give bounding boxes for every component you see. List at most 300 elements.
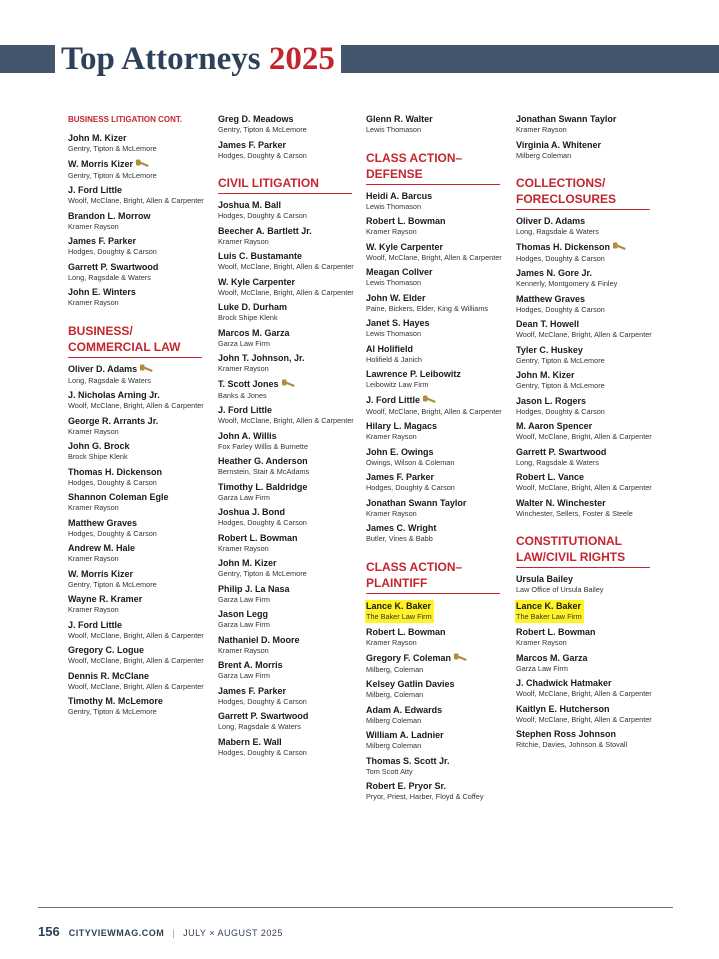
entry-body bbox=[68, 185, 208, 207]
law-firm: Gentry, Tipton & McLemore bbox=[516, 355, 605, 365]
law-firm: Ritchie, Davies, Johnson & Stovall bbox=[516, 740, 628, 749]
attorney-name-text: Brent A. Morris bbox=[218, 660, 283, 670]
attorney-entry bbox=[218, 584, 358, 606]
law-firm: Gentry, Tipton & McLemore bbox=[218, 569, 307, 578]
attorney-name-text: J. Chadwick Hatmaker bbox=[516, 678, 612, 688]
attorney-entry bbox=[218, 251, 358, 273]
law-firm: Milberg Coleman bbox=[366, 715, 422, 725]
entry-body bbox=[366, 267, 506, 289]
attorney-entry bbox=[516, 600, 656, 628]
attorney-name bbox=[68, 236, 208, 247]
attorney-entry bbox=[68, 594, 208, 616]
attorney-entry bbox=[218, 114, 358, 136]
attorney-name-text: Heather G. Anderson bbox=[218, 456, 308, 466]
law-firm: Hodges, Doughty & Carson bbox=[68, 528, 157, 538]
attorney-name bbox=[218, 584, 358, 595]
attorney-name bbox=[366, 369, 506, 380]
attorney-entry bbox=[68, 133, 208, 155]
attorney-name bbox=[366, 730, 506, 741]
column-1 bbox=[68, 114, 208, 722]
attorney-name bbox=[366, 395, 506, 407]
attorney-entry bbox=[516, 472, 656, 494]
attorney-name bbox=[516, 704, 656, 715]
attorney-entry bbox=[366, 756, 506, 778]
attorney-name bbox=[68, 467, 208, 478]
law-firm: Woolf, McClane, Bright, Allen & Carpenter bbox=[366, 252, 502, 262]
entry-body bbox=[516, 114, 656, 136]
law-firm: Long, Ragsdale & Waters bbox=[516, 457, 599, 467]
section-heading: BUSINESS LITIGATION CONT. bbox=[68, 115, 183, 124]
attorney-entry bbox=[218, 686, 358, 708]
attorney-entry bbox=[68, 543, 208, 565]
attorney-entry bbox=[68, 185, 208, 207]
law-firm: Hodges, Doughty & Carson bbox=[68, 247, 157, 256]
attorney-entry bbox=[516, 574, 656, 596]
entry-body bbox=[68, 467, 208, 489]
law-firm: Woolf, McClane, Bright, Allen & Carpenter bbox=[68, 196, 204, 205]
attorney-name bbox=[68, 696, 208, 707]
law-firm: Woolf, McClane, Bright, Allen & Carpenter bbox=[516, 432, 652, 441]
attorney-name-text: Virginia A. Whitener bbox=[516, 139, 602, 150]
section-heading: COLLECTIONS/ FORECLOSURES bbox=[516, 175, 650, 210]
attorney-name bbox=[366, 472, 506, 483]
attorney-entry bbox=[366, 600, 506, 628]
attorney-entry bbox=[366, 293, 506, 315]
law-firm: Winchester, Sellers, Foster & Steele bbox=[516, 508, 633, 518]
law-firm: Kramer Rayson bbox=[218, 236, 269, 246]
attorney-entry bbox=[68, 364, 208, 387]
law-firm: Garza Law Firm bbox=[218, 338, 270, 348]
attorney-entry bbox=[68, 492, 208, 514]
attorney-name-text: Thomas S. Scott Jr. bbox=[366, 755, 450, 766]
entry-body bbox=[516, 653, 656, 675]
attorney-name bbox=[218, 482, 358, 493]
attorney-entry bbox=[218, 200, 358, 222]
law-firm: Milberg Coleman bbox=[516, 150, 572, 160]
entry-body bbox=[218, 226, 358, 248]
highlighted-entry bbox=[365, 600, 434, 624]
page-title bbox=[55, 38, 341, 80]
law-firm: Kramer Rayson bbox=[68, 605, 119, 614]
law-firm: Brock Shipe Klenk bbox=[218, 313, 278, 322]
attorney-entry bbox=[516, 114, 656, 136]
attorney-name-text: John M. Kizer bbox=[516, 370, 575, 380]
title-year: 2025 bbox=[268, 41, 335, 77]
attorney-name-text: Luis C. Bustamante bbox=[218, 251, 303, 261]
attorney-name-text: Joshua J. Bond bbox=[218, 507, 286, 517]
attorney-name bbox=[366, 242, 506, 253]
highlighted-entry bbox=[515, 600, 584, 624]
attorney-entry bbox=[218, 737, 358, 759]
attorney-name bbox=[366, 781, 506, 792]
attorney-name bbox=[366, 705, 506, 716]
attorney-entry bbox=[218, 302, 358, 324]
attorney-name-text: Marcos M. Garza bbox=[218, 327, 290, 338]
entry-body bbox=[68, 441, 208, 463]
attorney-name bbox=[68, 364, 208, 376]
attorney-name bbox=[218, 660, 358, 671]
law-firm: The Baker Law Firm bbox=[516, 611, 582, 621]
entry-body bbox=[366, 216, 506, 238]
attorney-name bbox=[218, 353, 358, 364]
section-heading: CLASS ACTION–PLAINTIFF bbox=[366, 559, 500, 594]
entry-body bbox=[516, 242, 656, 265]
law-firm: Hodges, Doughty & Carson bbox=[218, 211, 307, 220]
entry-body bbox=[68, 543, 208, 565]
attorney-entry bbox=[218, 277, 358, 299]
attorney-name-text: Robert E. Pryor Sr. bbox=[366, 781, 447, 791]
attorney-name-text: John T. Johnson, Jr. bbox=[218, 353, 305, 363]
entry-body bbox=[366, 705, 506, 727]
attorney-name-text: Hilary L. Magacs bbox=[366, 421, 438, 431]
attorney-name bbox=[516, 319, 656, 330]
attorney-name bbox=[218, 737, 358, 748]
attorney-name bbox=[68, 543, 208, 554]
law-firm: Lewis Thomason bbox=[366, 125, 422, 134]
attorney-name-text: J. Ford Little bbox=[218, 405, 272, 415]
law-firm: Hodges, Doughty & Carson bbox=[218, 150, 307, 160]
entry-body bbox=[218, 482, 358, 504]
attorney-name bbox=[516, 140, 656, 151]
attorney-entry bbox=[218, 226, 358, 248]
attorney-entry bbox=[218, 405, 358, 427]
entry-body bbox=[218, 379, 358, 402]
entry-body bbox=[68, 620, 208, 642]
attorney-name-text: W. Morris Kizer bbox=[68, 568, 134, 579]
attorney-entry bbox=[366, 191, 506, 213]
attorney-entry bbox=[516, 370, 656, 392]
law-firm: Gentry, Tipton & McLemore bbox=[68, 144, 157, 153]
attorney-entry bbox=[218, 507, 358, 529]
attorney-name-text: Nathaniel D. Moore bbox=[218, 634, 300, 645]
gavel-icon bbox=[139, 364, 154, 376]
attorney-name-text: Matthew Graves bbox=[516, 293, 586, 304]
entry-body bbox=[366, 472, 506, 494]
law-firm: Lewis Thomason bbox=[366, 329, 422, 338]
entry-body bbox=[218, 558, 358, 580]
attorney-name-text: M. Aaron Spencer bbox=[516, 421, 593, 431]
attorney-name bbox=[516, 114, 656, 125]
law-firm: Lewis Thomason bbox=[366, 278, 422, 287]
entry-body bbox=[68, 211, 208, 233]
attorney-name-text: John W. Elder bbox=[366, 292, 426, 303]
law-firm: Lewis Thomason bbox=[366, 201, 422, 211]
attorney-name bbox=[516, 729, 656, 740]
attorney-name-text: Andrew M. Hale bbox=[68, 543, 136, 553]
law-firm: Woolf, McClane, Bright, Allen & Carpenter bbox=[218, 416, 354, 425]
entry-body bbox=[68, 262, 208, 284]
entry-body bbox=[366, 756, 506, 778]
gavel-icon bbox=[281, 379, 296, 391]
entry-body bbox=[366, 344, 506, 366]
law-firm: Woolf, McClane, Bright, Allen & Carpenter bbox=[218, 262, 354, 271]
entry-body bbox=[218, 686, 358, 708]
attorney-name bbox=[366, 191, 506, 202]
entry-body bbox=[516, 345, 656, 367]
attorney-name bbox=[366, 318, 506, 329]
attorney-name-text: Mabern E. Wall bbox=[218, 736, 282, 747]
entry-body bbox=[516, 678, 656, 700]
footer-divider bbox=[38, 907, 673, 908]
attorney-name-text: T. Scott Jones bbox=[218, 378, 279, 389]
law-firm: Tom Scott Atty bbox=[366, 766, 413, 776]
attorney-entry bbox=[366, 114, 506, 136]
attorney-entry bbox=[516, 421, 656, 443]
attorney-entry bbox=[366, 679, 506, 701]
attorney-entry bbox=[366, 318, 506, 340]
entry-body bbox=[516, 396, 656, 418]
law-firm: Woolf, McClane, Bright, Allen & Carpenter bbox=[68, 656, 204, 665]
law-firm: Long, Ragsdale & Waters bbox=[218, 722, 301, 731]
entry-body bbox=[516, 268, 656, 290]
law-firm: The Baker Law Firm bbox=[366, 611, 432, 621]
entry-body bbox=[218, 431, 358, 453]
law-firm: Gentry, Tipton & McLemore bbox=[68, 707, 157, 716]
entry-body bbox=[218, 353, 358, 375]
entry-body bbox=[366, 730, 506, 752]
attorney-entry bbox=[218, 379, 358, 402]
attorney-entry bbox=[516, 242, 656, 265]
law-firm: Banks & Jones bbox=[218, 390, 267, 400]
attorney-name bbox=[218, 431, 358, 442]
entry-body bbox=[218, 609, 358, 631]
attorney-name-text: Matthew Graves bbox=[68, 517, 138, 528]
law-firm: Woolf, McClane, Bright, Allen & Carpenter bbox=[68, 681, 204, 691]
attorney-name bbox=[516, 370, 656, 381]
entry-body bbox=[366, 781, 506, 803]
entry-body bbox=[68, 236, 208, 258]
attorney-entry bbox=[366, 344, 506, 366]
attorney-name bbox=[68, 518, 208, 529]
entry-body bbox=[516, 294, 656, 316]
attorney-name-text: Kelsey Gatlin Davies bbox=[366, 679, 455, 689]
attorney-entry bbox=[68, 645, 208, 667]
attorney-name bbox=[218, 711, 358, 722]
attorney-name bbox=[516, 653, 656, 664]
attorney-name-text: Janet S. Hayes bbox=[366, 318, 430, 328]
attorney-name-text: Jason Legg bbox=[218, 609, 269, 619]
attorney-name-text: Brandon L. Morrow bbox=[68, 210, 151, 221]
law-firm: Fox Farley Willis & Burnette bbox=[218, 441, 309, 451]
attorney-name-text: Greg D. Meadows bbox=[218, 114, 294, 124]
gavel-icon bbox=[612, 242, 627, 254]
attorney-name bbox=[218, 456, 358, 467]
attorney-entry bbox=[516, 678, 656, 700]
attorney-name-text: Adam A. Edwards bbox=[366, 704, 443, 715]
attorney-entry bbox=[218, 635, 358, 657]
entry-body bbox=[366, 653, 506, 676]
entry-body bbox=[218, 328, 358, 350]
attorney-name bbox=[218, 251, 358, 262]
attorney-name bbox=[516, 498, 656, 509]
column-3 bbox=[366, 114, 506, 807]
law-firm: Kennerly, Montgomery & Finley bbox=[516, 279, 618, 288]
attorney-name bbox=[218, 277, 358, 288]
attorney-name-text: George R. Arrants Jr. bbox=[68, 415, 159, 426]
law-firm: Hodges, Doughty & Carson bbox=[516, 406, 605, 416]
law-firm: Kramer Rayson bbox=[366, 227, 417, 236]
attorney-entry bbox=[218, 482, 358, 504]
attorney-name bbox=[68, 671, 208, 682]
attorney-entry bbox=[366, 421, 506, 443]
attorney-entry bbox=[68, 262, 208, 284]
entry-body bbox=[218, 456, 358, 478]
attorney-entry bbox=[516, 653, 656, 675]
attorney-name-text: Dean T. Howell bbox=[516, 319, 580, 329]
attorney-name-text: W. Kyle Carpenter bbox=[366, 241, 444, 252]
attorney-entry bbox=[218, 558, 358, 580]
attorney-name bbox=[366, 653, 506, 665]
attorney-name bbox=[68, 262, 208, 273]
section-heading: CIVIL LITIGATION bbox=[218, 175, 352, 194]
law-firm: Hodges, Doughty & Carson bbox=[218, 747, 307, 757]
attorney-name bbox=[366, 601, 432, 612]
attorney-entry bbox=[516, 447, 656, 469]
attorney-entry bbox=[218, 533, 358, 555]
attorney-entry bbox=[366, 216, 506, 238]
attorney-name bbox=[68, 159, 208, 171]
law-firm: Woolf, McClane, Bright, Allen & Carpenter bbox=[68, 630, 204, 640]
law-firm: Kramer Rayson bbox=[366, 638, 417, 647]
gavel-icon bbox=[135, 159, 150, 171]
attorney-name bbox=[218, 533, 358, 544]
attorney-name bbox=[218, 558, 358, 569]
entry-body bbox=[218, 405, 358, 427]
entry-body bbox=[68, 492, 208, 514]
attorney-entry bbox=[516, 704, 656, 726]
attorney-entry bbox=[218, 353, 358, 375]
entry-body bbox=[366, 293, 506, 315]
attorney-name bbox=[218, 226, 358, 237]
page-number: 156 bbox=[38, 924, 60, 939]
attorney-entry bbox=[366, 523, 506, 545]
attorney-name-text: John E. Winters bbox=[68, 287, 136, 297]
entry-body bbox=[218, 507, 358, 529]
attorney-name bbox=[516, 216, 656, 227]
entry-body bbox=[68, 696, 208, 718]
attorney-entry bbox=[366, 472, 506, 494]
law-firm: Paine, Bickers, Elder, King & Williams bbox=[366, 303, 489, 313]
attorney-entry bbox=[516, 396, 656, 418]
attorney-entry bbox=[516, 319, 656, 341]
attorney-name bbox=[218, 507, 358, 518]
law-firm: Kramer Rayson bbox=[68, 503, 119, 512]
attorney-name-text: Lance K. Baker bbox=[516, 600, 582, 611]
attorney-name-text: Gregory F. Coleman bbox=[366, 652, 452, 663]
attorney-name-text: Lance K. Baker bbox=[366, 600, 432, 611]
attorney-name-text: Luke D. Durham bbox=[218, 302, 288, 312]
title-text: Top Attorneys bbox=[61, 41, 261, 77]
law-firm: Brock Shipe Klenk bbox=[68, 452, 128, 461]
law-firm: Leibowitz Law Firm bbox=[366, 380, 429, 389]
attorney-name-text: Timothy L. Baldridge bbox=[218, 481, 308, 492]
law-firm: Garza Law Firm bbox=[218, 594, 270, 604]
attorney-name bbox=[218, 302, 358, 313]
entry-body bbox=[68, 416, 208, 438]
column-2 bbox=[218, 114, 358, 762]
entry-body bbox=[516, 704, 656, 726]
section-heading: BUSINESS/ COMMERCIAL LAW bbox=[68, 323, 202, 358]
attorney-name-text: Oliver D. Adams bbox=[68, 363, 138, 374]
attorney-name-text: Wayne R. Kramer bbox=[68, 594, 143, 604]
law-firm: Hodges, Doughty & Carson bbox=[366, 483, 455, 492]
entry-body bbox=[218, 140, 358, 162]
attorney-name-text: James F. Parker bbox=[366, 472, 435, 482]
entry-body bbox=[218, 251, 358, 273]
attorney-name-text: J. Ford Little bbox=[366, 394, 420, 405]
attorney-entry bbox=[516, 294, 656, 316]
attorney-entry bbox=[218, 609, 358, 631]
attorney-name bbox=[68, 569, 208, 580]
law-firm: Garza Law Firm bbox=[218, 671, 270, 680]
entry-body bbox=[366, 242, 506, 264]
entry-body bbox=[366, 421, 506, 443]
attorney-name bbox=[68, 594, 208, 605]
law-firm: Garza Law Firm bbox=[218, 620, 270, 629]
entry-body bbox=[366, 627, 506, 649]
law-firm: Long, Ragsdale & Waters bbox=[516, 227, 599, 236]
entry-body bbox=[68, 364, 208, 387]
entry-body bbox=[218, 200, 358, 222]
law-firm: Hodges, Doughty & Carson bbox=[68, 477, 157, 487]
attorney-entry bbox=[68, 236, 208, 258]
attorney-name-text: Glenn R. Walter bbox=[366, 114, 433, 124]
attorney-name-text: Philip J. La Nasa bbox=[218, 583, 290, 594]
attorney-entry bbox=[366, 369, 506, 391]
attorney-name bbox=[218, 200, 358, 211]
attorney-name bbox=[366, 679, 506, 690]
entry-body bbox=[218, 302, 358, 324]
attorney-entry bbox=[68, 620, 208, 642]
entry-body bbox=[366, 447, 506, 469]
entry-body bbox=[366, 369, 506, 391]
entry-body bbox=[366, 114, 506, 136]
footer-site: CITYVIEWMAG.COM bbox=[68, 928, 165, 938]
law-firm: Bernstein, Stair & McAdams bbox=[218, 467, 310, 476]
attorney-entry bbox=[68, 671, 208, 693]
entry-body bbox=[516, 421, 656, 443]
law-firm: Milberg, Coleman bbox=[366, 690, 424, 699]
attorney-name bbox=[68, 645, 208, 656]
gavel-icon bbox=[453, 653, 468, 665]
entry-body bbox=[366, 191, 506, 213]
attorney-name bbox=[516, 345, 656, 356]
attorney-name bbox=[516, 242, 656, 254]
law-firm: Long, Ragsdale & Waters bbox=[68, 272, 151, 282]
attorney-entry bbox=[218, 456, 358, 478]
law-firm: Hodges, Doughty & Carson bbox=[516, 304, 605, 314]
attorney-entry bbox=[366, 267, 506, 289]
attorney-name-text: Robert L. Bowman bbox=[366, 216, 446, 226]
attorney-name-text: John A. Willis bbox=[218, 430, 277, 441]
attorney-name-text: James C. Wright bbox=[366, 523, 437, 533]
attorney-name bbox=[366, 498, 506, 509]
entry-body bbox=[68, 671, 208, 693]
attorney-name bbox=[68, 416, 208, 427]
attorney-name-text: W. Kyle Carpenter bbox=[218, 276, 296, 287]
attorney-name bbox=[366, 756, 506, 767]
law-firm: Kramer Rayson bbox=[68, 426, 119, 436]
attorney-entry bbox=[366, 627, 506, 649]
entry-body bbox=[516, 447, 656, 469]
attorney-entry bbox=[516, 729, 656, 751]
attorney-entry bbox=[516, 268, 656, 290]
entry-body bbox=[218, 533, 358, 555]
law-firm: Kramer Rayson bbox=[218, 645, 269, 655]
attorney-name-text: Joshua M. Ball bbox=[218, 200, 282, 210]
law-firm: Woolf, McClane, Bright, Allen & Carpenter bbox=[516, 689, 652, 698]
attorney-name-text: Garrett P. Swartwood bbox=[218, 711, 309, 721]
